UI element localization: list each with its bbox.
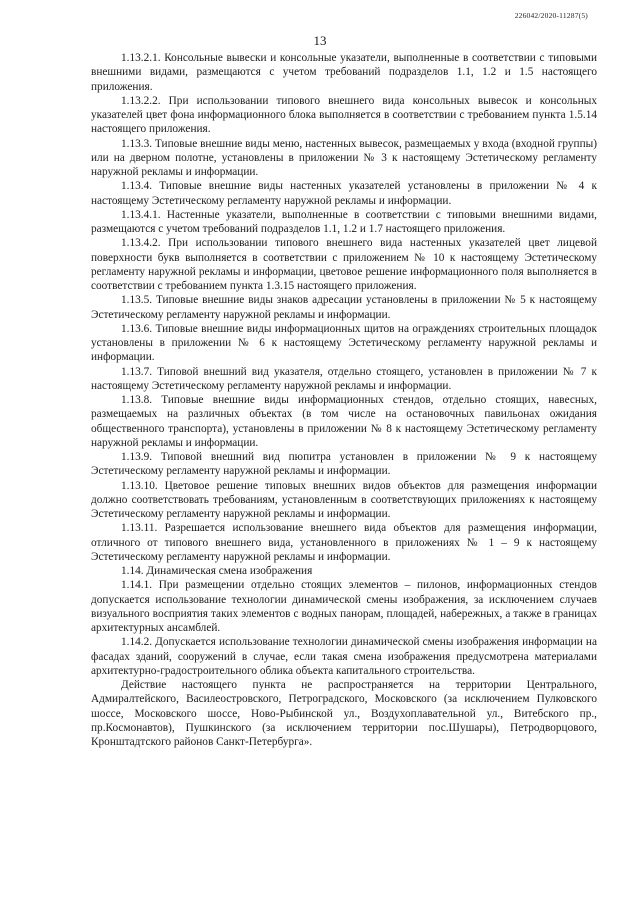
paragraph-1-13-2-2: 1.13.2.2. При использовании типового внешнего вида консольных вывесок и консольных указателей цвет фона информационного блока выполняется в соответствии с требованием пункта 1.5.14 настоящего приложения. bbox=[91, 94, 597, 136]
paragraph-scope-exception: Действие настоящего пункта не распространяется на территории Центрального, Адмиралтейского, Василеостровского, Петроградского, Московского (за исключением Пулковского шоссе, Московского шоссе, Ново-Рыбинской ул., Воздухоплавательной ул., Витебского пр., пр.Космонавтов), Пушкинского (за исключением территории пос.Шушары), Петродворцового, Кронштадтского районов Санкт-Петербурга». bbox=[91, 679, 597, 748]
paragraph-1-13-3: 1.13.3. Типовые внешние виды меню, настенных вывесок, размещаемых у входа (входной группы) или на дверном полотне, установлены в приложении № 3 к настоящему Эстетическому регламенту наружной рекламы и информации. bbox=[91, 137, 597, 178]
paragraph-1-13-9: 1.13.9. Типовой внешний вид пюпитра установлен в приложении № 9 к настоящему Эстетическому регламенту наружной рекламы и информации. bbox=[91, 451, 597, 478]
paragraph-1-13-10: 1.13.10. Цветовое решение типовых внешних видов объектов для размещения информации должно соответствовать требованиям, установленным в соответствующих приложениях к настоящему Эстетическому регламенту наружной рекламы и информации. bbox=[91, 479, 597, 520]
document-registration-number: 226042/2020-11287(5) bbox=[514, 11, 588, 20]
paragraph-1-13-5: 1.13.5. Типовые внешние виды знаков адресации установлены в приложении № 5 к настоящему Эстетическому регламенту наружной рекламы и информации. bbox=[91, 294, 597, 321]
paragraph-1-13-2-1: 1.13.2.1. Консольные вывески и консольные указатели, выполненные в соответствии с типовыми внешними видами, размещаются с учетом требований подразделов 1.1, 1.2 и 1.5 настоящего приложения. bbox=[91, 52, 597, 93]
page-number: 13 bbox=[313, 33, 327, 48]
section-heading-1-14: 1.14. Динамическая смена изображения bbox=[121, 565, 313, 577]
paragraph-1-14-1: 1.14.1. При размещении отдельно стоящих элементов – пилонов, информационных стендов допускается использование технологии динамической смены изображения, за исключением случаев визуального восприятия таких элементов с водных панорам, площадей, набережных, а также в границах архитектурных ансамблей. bbox=[91, 579, 597, 634]
paragraph-1-14-2: 1.14.2. Допускается использование технологии динамической смены изображения информации на фасадах зданий, сооружений в случае, если такая смена изображения предусмотрена материалами архитектурно-градостроительного облика объекта капитального строительства. bbox=[91, 636, 597, 677]
paragraph-1-13-4-1: 1.13.4.1. Настенные указатели, выполненные в соответствии с типовыми внешними видами, размещаются с учетом требований подразделов 1.1, 1.2 и 1.7 настоящего приложения. bbox=[91, 208, 597, 235]
paragraph-1-13-4-2: 1.13.4.2. При использовании типового внешнего вида настенных указателей цвет лицевой поверхности букв выполняется в соответствии с приложением № 10 к настоящему Эстетическому регламенту наружной рекламы и информации, цветовое решение информационного поля выполняется в соответствии с требованием пункта 1.3.15 настоящего приложения. bbox=[91, 237, 597, 292]
paragraph-1-13-7: 1.13.7. Типовой внешний вид указателя, отдельно стоящего, установлен в приложении № 7 к настоящему Эстетическому регламенту наружной рекламы и информации. bbox=[91, 365, 597, 392]
paragraph-1-13-11: 1.13.11. Разрешается использование внешнего вида объектов для размещения информации, отличного от типового внешнего вида, установленного в приложениях № 1 – 9 к настоящему Эстетическому регламенту наружной рекламы и информации. bbox=[91, 522, 597, 563]
document-body bbox=[91, 51, 597, 749]
paragraph-1-13-8: 1.13.8. Типовые внешние виды информационных стендов, отдельно стоящих, навесных, размещаемых на различных объектах (в том числе на остановочных павильонах ожидания общественного транспорта), установлены в приложении № 8 к настоящему Эстетическому регламенту наружной рекламы и информации. bbox=[91, 394, 597, 449]
paragraph-1-13-6: 1.13.6. Типовые внешние виды информационных щитов на ограждениях строительных площадок установлены в приложении № 6 к настоящему Эстетическому регламенту наружной рекламы и информации. bbox=[91, 322, 597, 364]
paragraph-1-13-4: 1.13.4. Типовые внешние виды настенных указателей установлены в приложении № 4 к настоящему Эстетическому регламенту наружной рекламы и информации. bbox=[91, 180, 597, 207]
